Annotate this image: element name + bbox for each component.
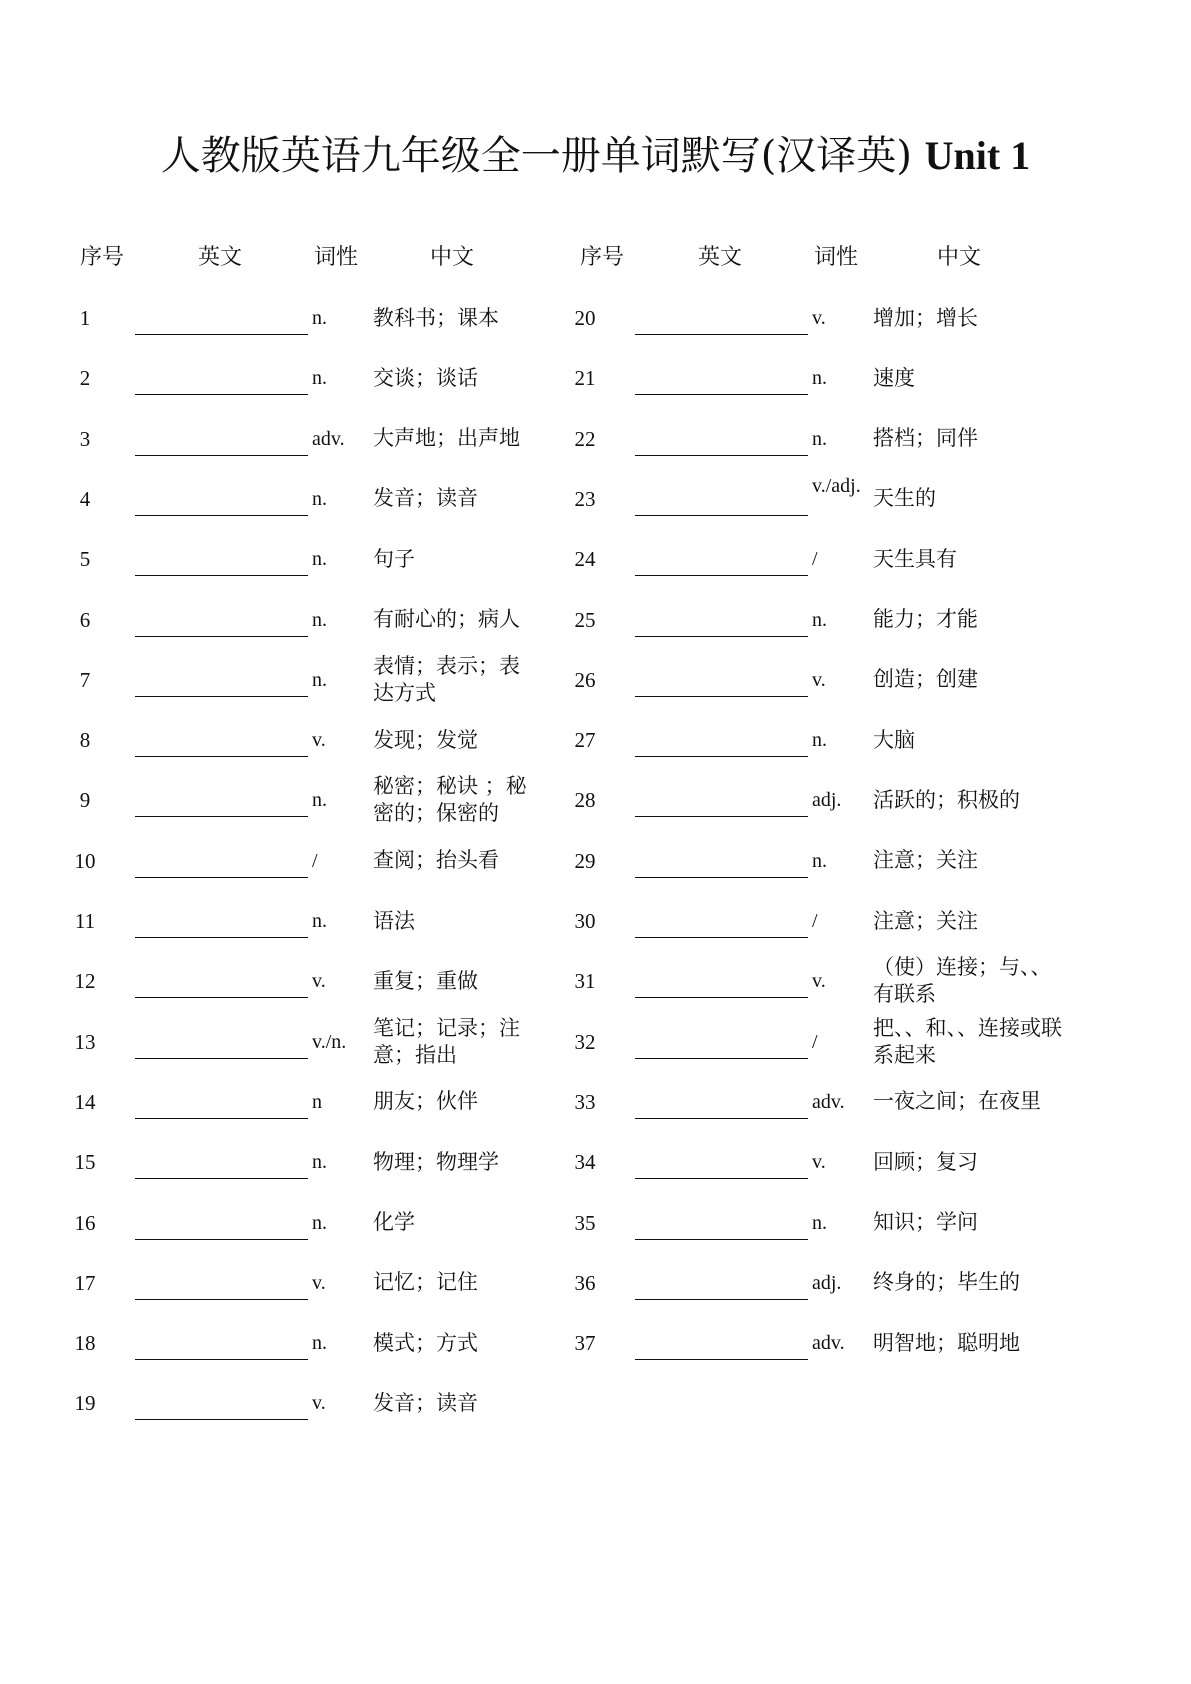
- word-row: [79, 650, 582, 710]
- chinese-meaning: 创造；创建: [873, 667, 978, 692]
- word-row: [74, 1072, 582, 1132]
- part-of-speech: /: [312, 849, 318, 872]
- word-row: [574, 409, 1082, 469]
- part-of-speech: n.: [812, 427, 827, 450]
- part-of-speech: v.: [312, 1271, 326, 1294]
- row-number: 1: [79, 306, 91, 330]
- row-number: 7: [79, 667, 91, 692]
- answer-blank[interactable]: [135, 778, 308, 817]
- word-row: [574, 1253, 1082, 1313]
- part-of-speech: n.: [312, 1332, 327, 1355]
- answer-blank[interactable]: [135, 658, 308, 697]
- answer-blank[interactable]: [635, 1140, 808, 1179]
- row-number: 21: [574, 366, 596, 391]
- word-row: [574, 348, 1082, 408]
- row-number: 10: [74, 848, 96, 873]
- row-number: 29: [574, 848, 596, 873]
- chinese-meaning: 活跃的；积极的: [873, 787, 1020, 812]
- chinese-meaning: 发音；读音: [373, 1390, 478, 1415]
- part-of-speech: n.: [812, 729, 827, 752]
- answer-blank[interactable]: [135, 899, 308, 938]
- row-number: 37: [574, 1331, 596, 1356]
- word-row: [574, 951, 1082, 1011]
- word-row: [574, 529, 1082, 589]
- chinese-meaning: 增加；增长: [873, 305, 978, 330]
- chinese-meaning: 物理；物理学: [373, 1149, 499, 1174]
- page-title: [0, 128, 1191, 184]
- row-number: 24: [574, 547, 596, 572]
- row-number: 32: [574, 1029, 596, 1054]
- row-number: 17: [74, 1270, 96, 1295]
- part-of-speech: n.: [312, 367, 327, 390]
- answer-blank[interactable]: [135, 1261, 308, 1300]
- answer-blank[interactable]: [635, 356, 808, 395]
- row-number: 35: [574, 1210, 596, 1235]
- answer-blank[interactable]: [635, 417, 808, 456]
- header-chinese-right: 中文: [937, 245, 982, 270]
- row-number: 14: [74, 1089, 96, 1114]
- word-row: [74, 1132, 582, 1192]
- answer-blank[interactable]: [135, 417, 308, 456]
- header-english-right: 英文: [698, 245, 743, 270]
- row-number: 28: [574, 788, 596, 813]
- part-of-speech: n.: [312, 608, 327, 631]
- part-of-speech: v./adj.: [812, 474, 861, 497]
- part-of-speech: adj.: [812, 1271, 842, 1294]
- answer-blank[interactable]: [135, 477, 308, 516]
- word-row: [574, 1313, 1082, 1373]
- chinese-meaning: 记忆；记住: [373, 1270, 478, 1295]
- row-number: 16: [74, 1210, 96, 1235]
- part-of-speech: n.: [812, 367, 827, 390]
- answer-blank[interactable]: [135, 598, 308, 637]
- part-of-speech: v.: [812, 970, 826, 993]
- row-number: 34: [574, 1150, 596, 1175]
- word-row: [79, 288, 582, 348]
- word-row: [574, 770, 1082, 830]
- row-number: 12: [74, 969, 96, 994]
- word-row: [79, 529, 582, 589]
- row-number: 5: [79, 547, 91, 572]
- chinese-meaning: 一夜之间；在夜里: [873, 1089, 1041, 1114]
- word-row: [574, 1012, 1082, 1072]
- chinese-meaning: 大脑: [873, 727, 915, 752]
- row-number: 15: [74, 1150, 96, 1175]
- answer-blank[interactable]: [635, 1080, 808, 1119]
- answer-blank[interactable]: [635, 1201, 808, 1240]
- part-of-speech: adv.: [312, 427, 345, 450]
- row-number: 31: [574, 969, 596, 994]
- answer-blank[interactable]: [135, 537, 308, 576]
- row-number: 2: [79, 366, 91, 391]
- part-of-speech: n.: [312, 307, 327, 329]
- chinese-meaning: 把、、和、、连接或联系起来: [873, 1015, 1062, 1067]
- word-row: [574, 469, 1082, 529]
- part-of-speech: n.: [812, 608, 827, 631]
- part-of-speech: n.: [812, 1211, 827, 1234]
- word-row: [74, 831, 582, 891]
- row-number: 36: [574, 1270, 596, 1295]
- part-of-speech: v.: [312, 970, 326, 993]
- row-number: 13: [74, 1029, 96, 1054]
- chinese-meaning: 回顾；复习: [873, 1149, 978, 1174]
- answer-blank[interactable]: [135, 1020, 308, 1059]
- chinese-meaning: 终身的；毕生的: [873, 1270, 1020, 1295]
- part-of-speech: n.: [312, 1211, 327, 1234]
- word-row: [574, 1193, 1082, 1253]
- word-row: [79, 710, 582, 770]
- row-number: 3: [79, 426, 91, 451]
- word-row: [574, 1072, 1082, 1132]
- chinese-meaning: 搭档；同伴: [873, 426, 978, 451]
- row-number: 8: [79, 728, 91, 753]
- answer-blank[interactable]: [635, 959, 808, 998]
- chinese-meaning: 交谈；谈话: [373, 365, 478, 390]
- answer-blank[interactable]: [635, 296, 808, 335]
- row-number: 33: [574, 1089, 596, 1114]
- answer-blank[interactable]: [635, 899, 808, 938]
- header-english-left: 英文: [198, 245, 243, 270]
- header-chinese-left: 中文: [430, 245, 475, 270]
- part-of-speech: v./n.: [312, 1030, 347, 1053]
- answer-blank[interactable]: [135, 1381, 308, 1420]
- row-number: 6: [79, 607, 91, 632]
- chinese-meaning: 化学: [373, 1210, 415, 1234]
- row-number: 9: [79, 788, 91, 813]
- chinese-meaning: 发音；读音: [373, 486, 478, 511]
- chinese-meaning: 能力；才能: [873, 607, 978, 631]
- word-row: [79, 469, 582, 529]
- part-of-speech: n.: [312, 487, 327, 510]
- word-row: [79, 348, 582, 408]
- chinese-meaning: 注意；关注: [873, 848, 978, 873]
- part-of-speech: n.: [312, 548, 327, 571]
- word-row: [574, 288, 1082, 348]
- word-row: [574, 1132, 1082, 1192]
- row-number: 11: [74, 909, 96, 933]
- word-row: [574, 831, 1082, 891]
- row-number: 25: [574, 607, 596, 632]
- chinese-meaning: 查阅；抬头看: [373, 848, 499, 873]
- part-of-speech: n.: [312, 789, 327, 812]
- part-of-speech: n.: [312, 668, 327, 691]
- answer-blank[interactable]: [135, 1140, 308, 1179]
- answer-blank[interactable]: [635, 839, 808, 878]
- answer-blank[interactable]: [135, 1201, 308, 1240]
- word-row: [74, 1373, 582, 1433]
- word-row: [74, 1313, 582, 1373]
- row-number: 22: [574, 426, 596, 451]
- answer-blank[interactable]: [635, 537, 808, 576]
- answer-blank[interactable]: [635, 778, 808, 817]
- chinese-meaning: 注意；关注: [873, 908, 978, 933]
- answer-blank[interactable]: [635, 718, 808, 757]
- answer-blank[interactable]: [635, 1261, 808, 1300]
- chinese-meaning: 重复；重做: [373, 968, 478, 993]
- row-number: 18: [74, 1331, 96, 1356]
- header-num-left: 序号: [80, 245, 125, 270]
- word-row: [574, 590, 1082, 650]
- chinese-meaning: 教科书；课本: [373, 305, 499, 330]
- part-of-speech: /: [812, 548, 818, 571]
- answer-blank[interactable]: [135, 1080, 308, 1119]
- part-of-speech: n.: [312, 910, 327, 932]
- word-row: [574, 710, 1082, 770]
- chinese-meaning: 大声地；出声地: [373, 426, 520, 451]
- part-of-speech: n: [312, 1090, 322, 1113]
- answer-blank[interactable]: [135, 718, 308, 757]
- row-number: 23: [574, 486, 596, 511]
- row-number: 30: [574, 909, 596, 933]
- chinese-meaning: 模式；方式: [373, 1330, 478, 1355]
- answer-blank[interactable]: [135, 959, 308, 998]
- answer-blank[interactable]: [635, 598, 808, 637]
- chinese-meaning: 笔记；记录；注意；指出: [373, 1015, 520, 1067]
- part-of-speech: adv.: [812, 1090, 845, 1113]
- header-pos-right: 词性: [814, 245, 859, 270]
- chinese-meaning: 句子: [373, 546, 415, 571]
- answer-blank[interactable]: [135, 839, 308, 878]
- chinese-meaning: （使）连接；与、、有联系: [873, 955, 1052, 1007]
- answer-blank[interactable]: [635, 1321, 808, 1360]
- answer-blank[interactable]: [135, 1321, 308, 1360]
- part-of-speech: v.: [812, 1151, 826, 1174]
- answer-blank[interactable]: [135, 356, 308, 395]
- chinese-meaning: 知识；学问: [873, 1210, 978, 1234]
- part-of-speech: v.: [312, 729, 326, 752]
- word-row: [74, 1012, 582, 1072]
- part-of-speech: adv.: [812, 1332, 845, 1355]
- part-of-speech: n.: [812, 849, 827, 872]
- row-number: 27: [574, 728, 596, 753]
- chinese-meaning: 明智地；聪明地: [873, 1330, 1020, 1355]
- chinese-meaning: 表情；表示；表达方式: [373, 653, 520, 705]
- header-num-right: 序号: [580, 245, 625, 270]
- word-row: [79, 409, 582, 469]
- answer-blank[interactable]: [635, 658, 808, 697]
- chinese-meaning: 发现；发觉: [373, 727, 478, 752]
- word-row: [74, 1193, 582, 1253]
- part-of-speech: n.: [312, 1151, 327, 1174]
- chinese-meaning: 天生具有: [873, 546, 957, 571]
- title-unit: Unit 1: [924, 133, 1031, 178]
- answer-blank[interactable]: [635, 477, 808, 516]
- part-of-speech: v.: [312, 1392, 326, 1415]
- row-number: 26: [574, 667, 596, 692]
- part-of-speech: v.: [812, 307, 826, 329]
- row-number: 4: [79, 486, 91, 511]
- row-number: 20: [574, 306, 596, 330]
- answer-blank[interactable]: [135, 296, 308, 335]
- chinese-meaning: 有耐心的；病人: [373, 607, 520, 631]
- word-row: [74, 951, 582, 1011]
- word-row: [574, 891, 1082, 951]
- word-row: [79, 770, 582, 830]
- answer-blank[interactable]: [635, 1020, 808, 1059]
- header-pos-left: 词性: [314, 245, 359, 270]
- chinese-meaning: 秘密；秘诀 ；秘密的；保密的: [373, 774, 527, 826]
- part-of-speech: /: [812, 1030, 818, 1053]
- part-of-speech: /: [812, 910, 818, 932]
- word-row: [574, 650, 1082, 710]
- chinese-meaning: 朋友；伙伴: [373, 1089, 478, 1114]
- word-row: [74, 1253, 582, 1313]
- word-row: [74, 891, 582, 951]
- row-number: 19: [74, 1391, 96, 1416]
- title-main: 人教版英语九年级全一册单词默写(汉译英): [160, 133, 925, 179]
- chinese-meaning: 语法: [373, 908, 415, 933]
- part-of-speech: adj.: [812, 789, 842, 812]
- chinese-meaning: 天生的: [873, 486, 936, 511]
- part-of-speech: v.: [812, 668, 826, 691]
- word-row: [79, 590, 582, 650]
- chinese-meaning: 速度: [873, 365, 915, 390]
